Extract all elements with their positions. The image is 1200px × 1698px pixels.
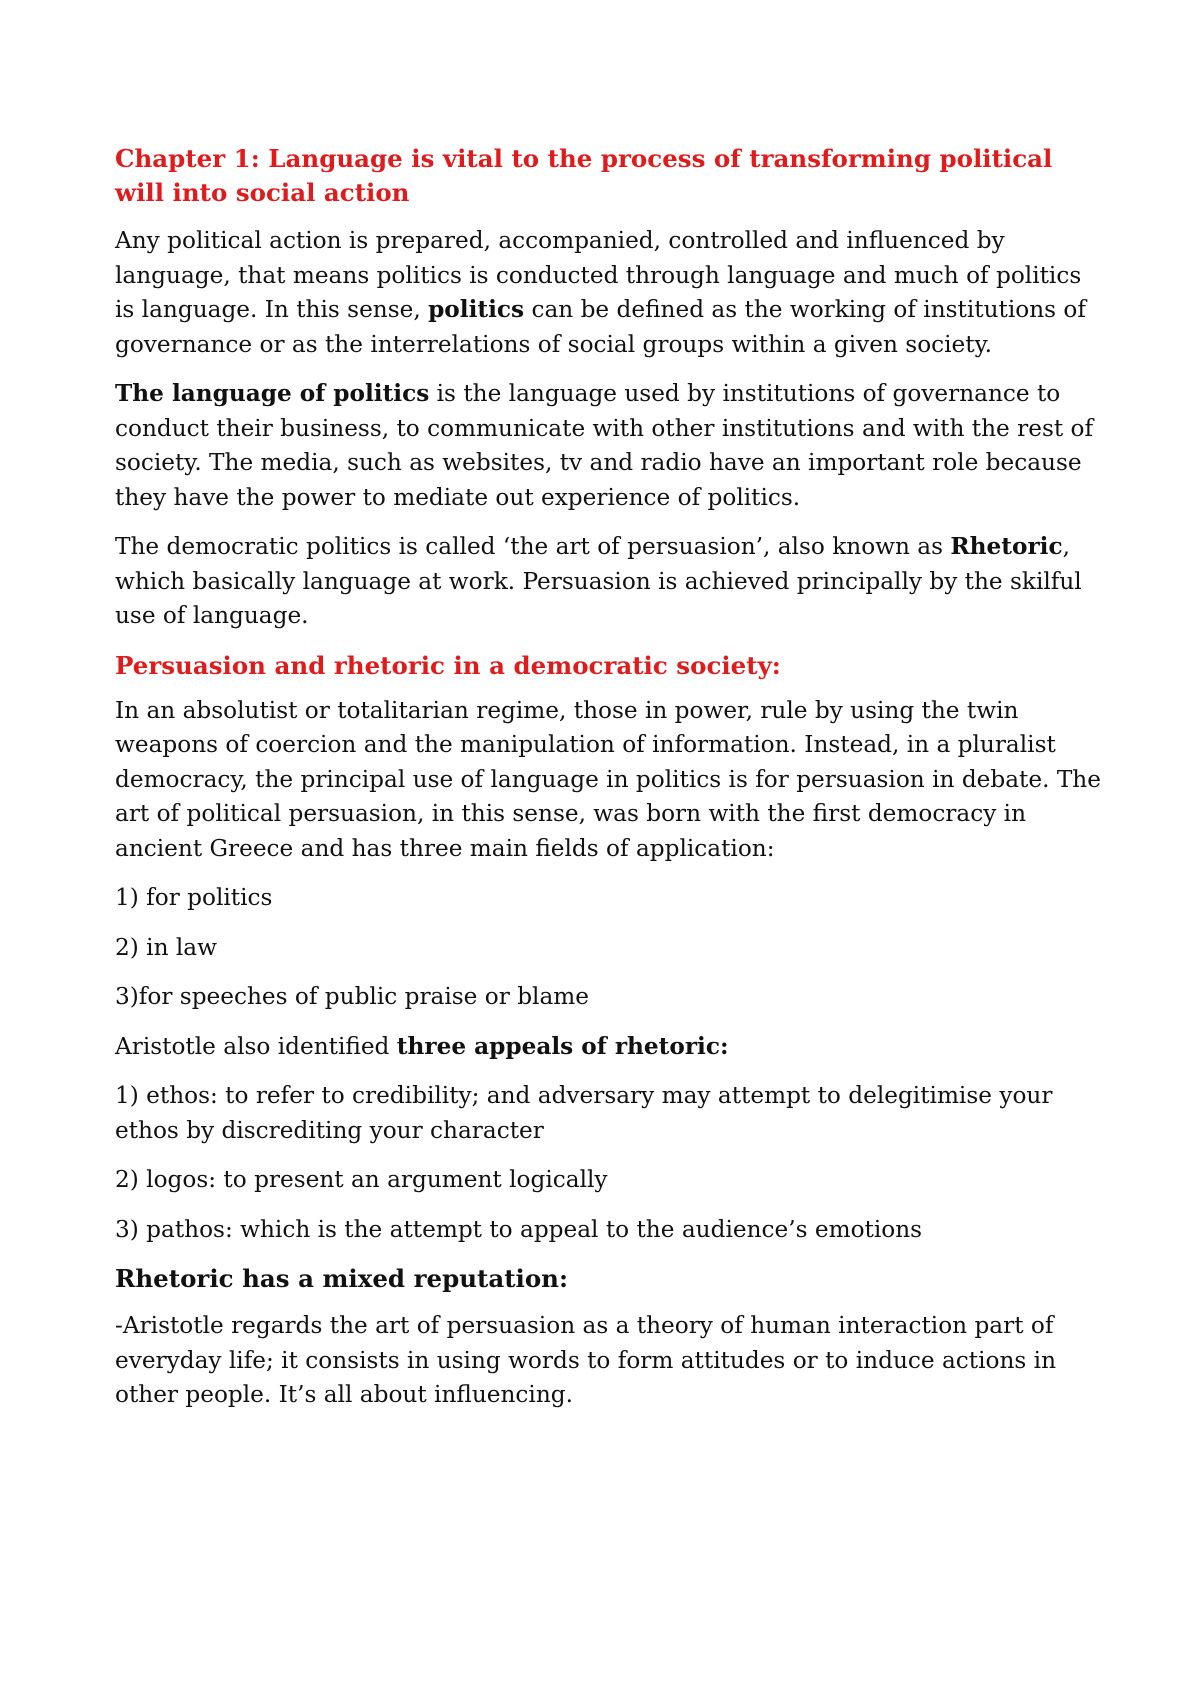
bold-term-rhetoric: Rhetoric [950, 533, 1063, 560]
paragraph-text: Any political action is prepared, accompanied, controlled and influenced by language, that means politics is conducted through language and much of politics is language. In this sense, [115, 227, 1082, 323]
paragraph-rhetoric [115, 530, 1105, 634]
paragraph-text: The democratic politics is called ‘the art of persuasion’, also known as [115, 533, 951, 560]
paragraph-three-appeals [115, 1030, 1105, 1065]
bold-term-politics: politics [428, 296, 525, 323]
list-item-appeal: 1) ethos: to refer to credibility; and adversary may attempt to delegitimise your ethos by discrediting your character [115, 1082, 1053, 1144]
list-item-field: 3)for speeches of public praise or blame [115, 983, 589, 1010]
document-page [115, 142, 1105, 1428]
paragraph-persuasion: In an absolutist or totalitarian regime, those in power, rule by using the twin weapons of coercion and the manipulation of information. Instead, in a pluralist democracy, the principal use of language in politics is for persuasion in debate. The art of political persuasion, in this sense, was born with the first democracy in ancient Greece and has three main fields of application: [115, 696, 1101, 862]
section-heading-persuasion: Persuasion and rhetoric in a democratic society: [115, 650, 781, 680]
bold-term-three-appeals: three appeals of rhetoric: [396, 1032, 729, 1060]
paragraph-politics-definition [115, 224, 1105, 362]
list-item-appeal: 2) logos: to present an argument logically [115, 1166, 608, 1193]
chapter-heading: Chapter 1: Language is vital to the process of transforming political will into social action [115, 144, 1053, 207]
paragraph-text: , which basically language at work. Persuasion is achieved principally by the skilful use of language. [115, 533, 1082, 629]
paragraph-language-of-politics [115, 377, 1105, 515]
list-item-field: 1) for politics [115, 884, 273, 911]
paragraph-aristotle: -Aristotle regards the art of persuasion as a theory of human interaction part of everyday life; it consists in using words to form attitudes or to induce actions in other people. It’s all about influencing. [115, 1312, 1057, 1408]
paragraph-text: Aristotle also identified [115, 1032, 397, 1060]
list-item-appeal: 3) pathos: which is the attempt to appeal to the audience’s emotions [115, 1215, 923, 1243]
bold-term-language-of-politics: The language of politics [115, 380, 430, 407]
section-heading-reputation: Rhetoric has a mixed reputation: [115, 1264, 569, 1293]
paragraph-text: can be defined as the working of institutions of governance or as the interrelations of social groups within a given society. [115, 296, 1086, 358]
list-item-field: 2) in law [115, 933, 217, 961]
paragraph-text: is the language used by institutions of governance to conduct their business, to communicate with other institutions and with the rest of society. The media, such as websites, tv and radio have an important role because they have the power to mediate out experience of politics. [115, 380, 1094, 511]
